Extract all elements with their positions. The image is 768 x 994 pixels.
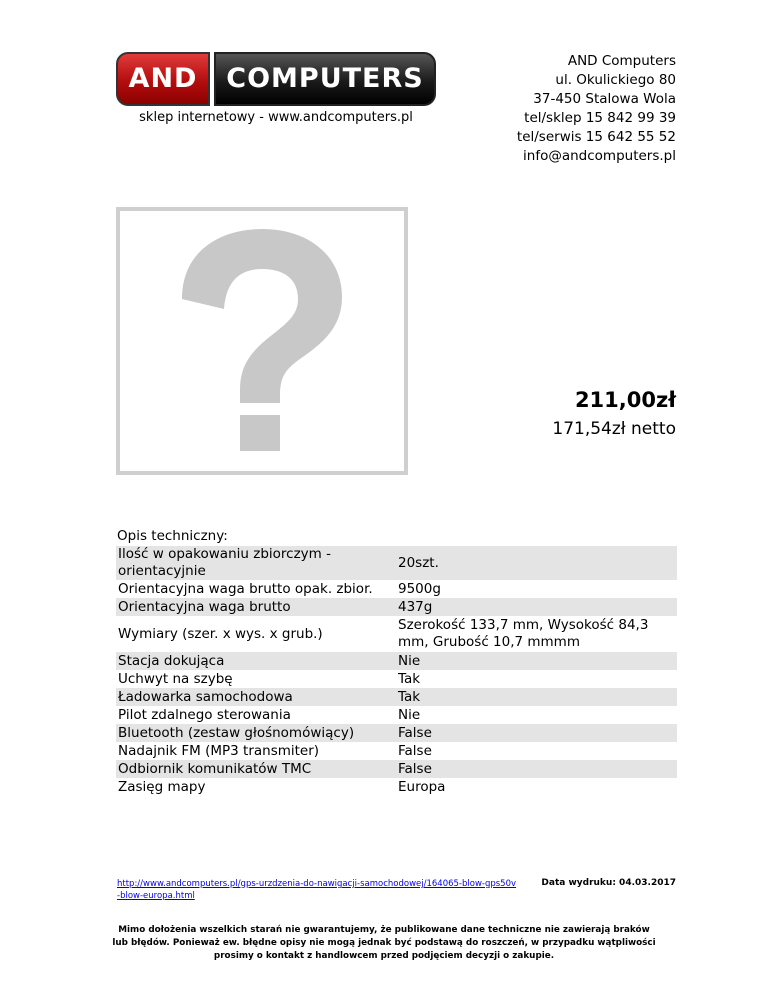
spec-value: Szerokość 133,7 mm, Wysokość 84,3 mm, Grubość 10,7 mmmm xyxy=(398,617,649,650)
city-address: 37-450 Stalowa Wola xyxy=(533,91,676,107)
table-row xyxy=(116,760,677,778)
disclaimer-text: Mimo dołożenia wszelkich starań nie gwarantujemy, że publikowane dane techniczne nie zawierają braków lub błędów. Ponieważ ew. błędne opisy nie mogą jednak być podstawą do roszczeń, w przypadku wątpliwości prosimy o kontakt z handlowcem przed podjęciem decyzji o zakupie. xyxy=(112,925,656,961)
contact-info xyxy=(517,52,676,166)
spec-value: False xyxy=(398,742,432,759)
spec-value: 20szt. xyxy=(396,546,677,580)
store-logo xyxy=(116,52,436,108)
company-name: AND Computers xyxy=(567,53,676,69)
spec-value: 9500g xyxy=(398,580,441,597)
spec-key: Wymiary (szer. x wys. x grub.) xyxy=(118,625,323,642)
product-url-link[interactable]: http://www.andcomputers.pl/gps-urzdzenia-do-nawigacji-samochodowej/164065-blow-gps50v-blow-europa.html xyxy=(117,879,517,901)
table-row xyxy=(116,652,677,670)
table-row xyxy=(116,616,677,652)
spec-value: Nie xyxy=(396,652,677,670)
spec-key: Ilość w opakowaniu zbiorczym - orientacyjnie xyxy=(116,546,396,580)
spec-value: Tak xyxy=(396,688,677,706)
price-block xyxy=(552,386,676,442)
spec-value: False xyxy=(396,724,677,742)
table-row xyxy=(116,598,677,616)
spec-key: Odbiornik komunikatów TMC xyxy=(116,760,396,778)
spec-key: Ładowarka samochodowa xyxy=(116,688,396,706)
spec-key: Pilot zdalnego sterowania xyxy=(118,706,291,723)
contact-email: info@andcomputers.pl xyxy=(523,148,676,164)
spec-value: False xyxy=(396,760,677,778)
print-date: Data wydruku: 04.03.2017 xyxy=(541,878,676,888)
spec-value: Tak xyxy=(398,670,421,687)
spec-key: Stacja dokująca xyxy=(116,652,396,670)
spec-value: Nie xyxy=(398,706,421,723)
price-gross: 211,00zł xyxy=(574,388,676,412)
price-net: 171,54zł netto xyxy=(552,419,676,439)
spec-key: Zasięg mapy xyxy=(118,778,206,795)
question-mark-icon xyxy=(120,211,404,471)
spec-key: Orientacyjna waga brutto xyxy=(116,598,396,616)
table-row xyxy=(116,742,677,760)
logo-computers-text: COMPUTERS xyxy=(214,52,436,106)
street-address: ul. Okulickiego 80 xyxy=(555,72,676,88)
spec-value: 437g xyxy=(396,598,677,616)
table-row xyxy=(116,778,677,796)
table-row xyxy=(116,546,677,580)
spec-key: Nadajnik FM (MP3 transmiter) xyxy=(118,742,320,759)
spec-key: Orientacyjna waga brutto opak. zbior. xyxy=(118,580,373,597)
spec-key: Bluetooth (zestaw głośnomówiący) xyxy=(116,724,396,742)
spec-table xyxy=(116,546,677,796)
table-row xyxy=(116,580,677,598)
table-row xyxy=(116,670,677,688)
service-phone: tel/serwis 15 642 55 52 xyxy=(516,129,676,145)
logo-and-text: AND xyxy=(116,52,210,106)
table-row xyxy=(116,706,677,724)
table-row xyxy=(116,724,677,742)
product-image-placeholder xyxy=(116,207,408,475)
spec-key: Uchwyt na szybę xyxy=(118,670,233,687)
table-row xyxy=(116,688,677,706)
shop-phone: tel/sklep 15 842 99 39 xyxy=(524,110,676,126)
spec-title: Opis techniczny: xyxy=(117,528,228,544)
spec-value: Europa xyxy=(398,778,446,795)
store-tagline: sklep internetowy - www.andcomputers.pl xyxy=(139,110,413,125)
